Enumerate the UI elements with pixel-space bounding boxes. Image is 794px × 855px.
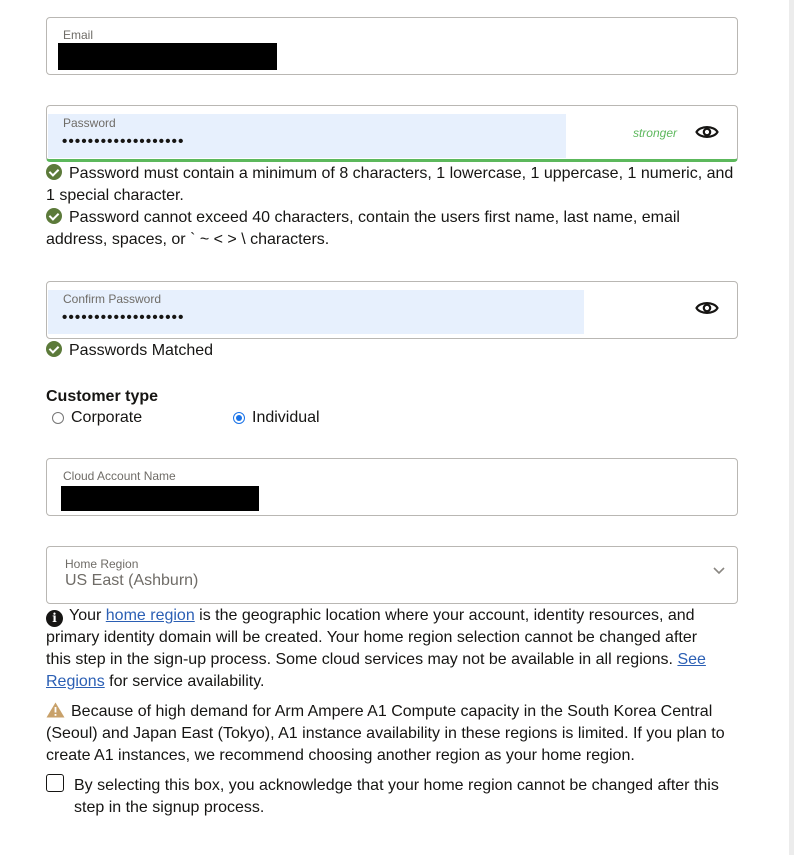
acknowledge-checkbox[interactable] (46, 774, 64, 792)
check-icon (46, 164, 62, 180)
a1-capacity-warning: Because of high demand for Arm Ampere A1 Compute capacity in the South Korea Central (Seoul) and Japan East (Tokyo), A1 instance availability in these regions is limited. If you plan to create A1 instances, we recommend choosing another region as your home region. (46, 703, 725, 764)
email-label: Email (63, 28, 94, 42)
confirm-password-label: Confirm Password (63, 292, 162, 306)
customer-type-corporate-label[interactable]: Corporate (71, 409, 143, 426)
warning-icon (46, 702, 65, 718)
password-value: ••••••••••••••••••• (62, 133, 185, 150)
info-icon: i (46, 610, 63, 627)
confirm-password-value: ••••••••••••••••••• (62, 309, 185, 326)
customer-type-individual-radio[interactable] (233, 412, 245, 424)
passwords-matched-message: Passwords Matched (46, 340, 746, 362)
check-icon (46, 208, 62, 224)
customer-type-heading: Customer type (46, 388, 159, 405)
confirm-password-field[interactable] (46, 281, 738, 339)
cloud-account-name-field[interactable] (46, 458, 738, 516)
password-rule-1: Password must contain a minimum of 8 characters, 1 lowercase, 1 uppercase, 1 numeric, and 1 special character. (46, 165, 734, 204)
check-icon (46, 341, 62, 357)
email-redacted-value (58, 43, 277, 70)
customer-type-individual-label[interactable]: Individual (252, 409, 320, 426)
home-region-info: i Your home region is the geographic location where your account, identity resources, and primary identity domain will be created. Your home region selection cannot be changed after this step in the sign-up process. Some cloud services may not be available in all regions. See Regions for service availability. (46, 607, 706, 690)
cloud-account-name-redacted-value (61, 486, 259, 511)
customer-type-corporate-radio[interactable] (52, 412, 64, 424)
show-password-eye-icon[interactable] (695, 123, 719, 141)
home-region-link[interactable]: home region (105, 607, 195, 624)
password-rule-2: Password cannot exceed 40 characters, contain the users first name, last name, email address, spaces, or ` ~ < > \ characters. (46, 209, 680, 248)
show-confirm-password-eye-icon[interactable] (695, 299, 719, 317)
home-region-label: Home Region (65, 557, 139, 571)
chevron-down-icon (713, 567, 725, 575)
password-field[interactable] (46, 105, 738, 162)
email-field[interactable] (46, 17, 738, 75)
password-label: Password (63, 116, 116, 130)
home-region-select[interactable] (46, 546, 738, 604)
acknowledge-label[interactable]: By selecting this box, you acknowledge that your home region cannot be changed after this step in the signup process. (74, 777, 719, 816)
page-scrollbar[interactable] (789, 0, 794, 855)
cloud-account-name-label: Cloud Account Name (63, 469, 176, 483)
see-regions-link[interactable]: See Regions (46, 651, 706, 690)
home-region-value: US East (Ashburn) (65, 572, 199, 589)
password-strength: stronger (632, 126, 677, 140)
